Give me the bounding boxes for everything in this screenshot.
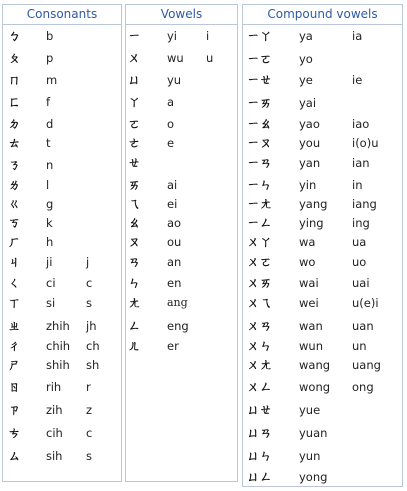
pinyin-spelling: sih [46, 449, 63, 463]
bopomofo-symbol: ㄧㄣ [247, 177, 273, 192]
alt-spelling: uang [352, 358, 381, 372]
bopomofo-symbol: ㄧ [128, 28, 141, 43]
vowels-row [126, 316, 237, 336]
bopomofo-symbol: ㄝ [128, 155, 141, 170]
consonants-header: Consonants [3, 5, 121, 25]
vowels-row [126, 133, 237, 153]
pinyin-spelling: si [46, 296, 56, 310]
bopomofo-symbol: ㄋ [8, 157, 21, 172]
consonants-row [3, 48, 121, 68]
vowels-row [126, 175, 237, 195]
consonants-row [3, 377, 121, 397]
compound-row [243, 293, 402, 313]
bopomofo-symbol: ㄧㄤ [247, 196, 273, 211]
vowels-row [126, 153, 237, 173]
compound-vowels-panel [242, 4, 403, 487]
bopomofo-symbol: ㄧㄛ [247, 51, 273, 66]
vowels-row [126, 336, 237, 356]
vowels-row [126, 92, 237, 112]
bopomofo-symbol: ㄨㄚ [247, 234, 273, 249]
consonants-row [3, 273, 121, 293]
pinyin-spelling: ei [167, 197, 178, 211]
compound-row [243, 252, 402, 272]
pinyin-spelling: wan [299, 319, 323, 333]
pinyin-spelling: l [46, 178, 50, 192]
bopomofo-symbol: ㄞ [128, 177, 141, 192]
bopomofo-symbol: ㄨㄢ [247, 318, 273, 333]
pinyin-spelling: h [46, 235, 54, 249]
alt-spelling: j [86, 255, 90, 269]
consonants-row [3, 446, 121, 466]
consonants-row [3, 316, 121, 336]
alt-spelling: u(e)i [352, 296, 379, 310]
consonants-row [3, 293, 121, 313]
consonants-row [3, 232, 121, 252]
alt-spelling: s [86, 449, 92, 463]
bopomofo-symbol: ㄠ [128, 215, 141, 230]
consonants-row [3, 400, 121, 420]
vowels-panel [125, 4, 238, 482]
alt-spelling: ua [352, 235, 367, 249]
alt-spelling: c [86, 426, 93, 440]
alt-spelling: ian [352, 156, 370, 170]
compound-row [243, 213, 402, 233]
bopomofo-symbol: ㄈ [8, 94, 21, 109]
bopomofo-symbol: ㄉ [8, 116, 21, 131]
pinyin-spelling: ao [167, 216, 182, 230]
pinyin-spelling: b [46, 29, 54, 43]
pinyin-spelling: er [167, 339, 179, 353]
compound-row [243, 49, 402, 69]
vowels-row [126, 114, 237, 134]
bopomofo-symbol: ㄍ [8, 196, 21, 211]
alt-spelling: iang [352, 197, 377, 211]
compound-row [243, 26, 402, 46]
bopomofo-symbol: ㄨㄟ [247, 295, 273, 310]
consonants-row [3, 26, 121, 46]
bopomofo-symbol: ㄚ [128, 94, 141, 109]
pinyin-spelling: yu [167, 73, 182, 87]
compound-row [243, 423, 402, 443]
bopomofo-symbol: ㄨㄞ [247, 275, 273, 290]
bopomofo-symbol: ㄣ [128, 275, 141, 290]
compound-row [243, 316, 402, 336]
vowels-row [126, 70, 237, 90]
bopomofo-symbol: ㄩㄢ [247, 425, 273, 440]
consonants-row [3, 252, 121, 272]
compound-row [243, 114, 402, 134]
pinyin-spelling: wang [299, 358, 331, 372]
alt-spelling: u [206, 51, 214, 65]
bopomofo-symbol: ㄧㄝ [247, 72, 273, 87]
pinyin-spelling: yong [299, 470, 328, 484]
compound-row [243, 355, 402, 375]
compound-row [243, 377, 402, 397]
bopomofo-symbol: ㄡ [128, 234, 141, 249]
pinyin-spelling: g [46, 197, 54, 211]
bopomofo-symbol: ㄕ [8, 357, 21, 372]
pinyin-spelling: yan [299, 156, 321, 170]
alt-spelling: uan [352, 319, 374, 333]
bopomofo-symbol: ㄧㄥ [247, 215, 273, 230]
pinyin-spelling: n [46, 158, 54, 172]
pinyin-spelling: ang [167, 296, 188, 309]
bopomofo-symbol: ㄎ [8, 215, 21, 230]
consonants-row [3, 423, 121, 443]
pinyin-spelling: en [167, 276, 182, 290]
pinyin-spelling: an [167, 255, 182, 269]
bopomofo-symbol: ㄧㄡ [247, 135, 273, 150]
compound-row [243, 70, 402, 90]
alt-spelling: sh [86, 358, 100, 372]
alt-spelling: i(o)u [352, 136, 379, 150]
pinyin-spelling: you [299, 136, 321, 150]
bopomofo-symbol: ㄙ [8, 448, 21, 463]
alt-spelling: z [86, 403, 93, 417]
bopomofo-symbol: ㄧㄚ [247, 28, 273, 43]
pinyin-spelling: ya [299, 29, 313, 43]
alt-spelling: ie [352, 73, 363, 87]
bopomofo-symbol: ㄩㄣ [247, 448, 273, 463]
pinyin-spelling: yun [299, 449, 321, 463]
consonants-row [3, 114, 121, 134]
bopomofo-symbol: ㄩㄝ [247, 402, 273, 417]
bopomofo-symbol: ㄨㄤ [247, 357, 273, 372]
bopomofo-symbol: ㄊ [8, 135, 21, 150]
pinyin-spelling: wei [299, 296, 319, 310]
consonants-row [3, 175, 121, 195]
pinyin-spelling: ci [46, 276, 56, 290]
alt-spelling: uo [352, 255, 367, 269]
bopomofo-symbol: ㄘ [8, 425, 21, 440]
pinyin-spelling: yo [299, 52, 313, 66]
pinyin-spelling: yai [299, 96, 317, 110]
pinyin-spelling: wong [299, 380, 331, 394]
pinyin-spelling: d [46, 117, 54, 131]
vowels-row [126, 273, 237, 293]
pinyin-spelling: wun [299, 339, 323, 353]
bopomofo-symbol: ㄐ [8, 254, 21, 269]
compound-vowels-header: Compound vowels [243, 5, 402, 25]
consonants-row [3, 70, 121, 90]
consonants-row [3, 133, 121, 153]
bopomofo-symbol: ㄨㄥ [247, 379, 273, 394]
alt-spelling: ch [86, 339, 100, 353]
pinyin-spelling: yue [299, 403, 321, 417]
compound-row [243, 336, 402, 356]
pinyin-spelling: k [46, 216, 53, 230]
bopomofo-symbol: ㄨ [128, 50, 141, 65]
pinyin-spelling: rih [46, 380, 62, 394]
vowels-row [126, 252, 237, 272]
vowels-row [126, 232, 237, 252]
bopomofo-symbol: ㄧㄠ [247, 116, 273, 131]
compound-row [243, 133, 402, 153]
consonants-row [3, 155, 121, 175]
pinyin-spelling: yuan [299, 426, 328, 440]
vowels-row [126, 48, 237, 68]
pinyin-spelling: yao [299, 117, 320, 131]
bopomofo-symbol: ㄧㄞ [247, 95, 273, 110]
pinyin-spelling: yi [167, 29, 178, 43]
bopomofo-symbol: ㄏ [8, 234, 21, 249]
bopomofo-symbol: ㄨㄣ [247, 338, 273, 353]
pinyin-spelling: o [167, 117, 175, 131]
compound-row [243, 400, 402, 420]
pinyin-spelling: chih [46, 339, 71, 353]
compound-row [243, 153, 402, 173]
bopomofo-symbol: ㄔ [8, 338, 21, 353]
pinyin-spelling: a [167, 95, 175, 109]
bopomofo-symbol: ㄗ [8, 402, 21, 417]
bopomofo-symbol: ㄇ [8, 72, 21, 87]
compound-row [243, 93, 402, 113]
compound-row [243, 446, 402, 466]
compound-row [243, 175, 402, 195]
bopomofo-symbol: ㄌ [8, 177, 21, 192]
consonants-row [3, 92, 121, 112]
alt-spelling: iao [352, 117, 370, 131]
consonants-panel [2, 4, 122, 482]
alt-spelling: ia [352, 29, 363, 43]
pinyin-spelling: cih [46, 426, 63, 440]
alt-spelling: r [86, 380, 91, 394]
vowels-row [126, 26, 237, 46]
vowels-header: Vowels [126, 5, 237, 25]
alt-spelling: c [86, 276, 93, 290]
alt-spelling: un [352, 339, 367, 353]
pinyin-spelling: f [46, 95, 51, 109]
bopomofo-symbol: ㄖ [8, 379, 21, 394]
alt-spelling: s [86, 296, 92, 310]
vowels-row [126, 194, 237, 214]
consonants-row [3, 336, 121, 356]
bopomofo-symbol: ㄒ [8, 295, 21, 310]
alt-spelling: ong [352, 380, 374, 394]
pinyin-spelling: yin [299, 178, 317, 192]
pinyin-spelling: t [46, 136, 51, 150]
vowels-row [126, 213, 237, 233]
bopomofo-symbol: ㄩ [128, 72, 141, 87]
alt-spelling: uai [352, 276, 370, 290]
bopomofo-symbol: ㄑ [8, 275, 21, 290]
bopomofo-symbol: ㄅ [8, 28, 21, 43]
pinyin-spelling: wai [299, 276, 319, 290]
alt-spelling: i [206, 29, 210, 43]
consonants-row [3, 213, 121, 233]
bopomofo-symbol: ㄛ [128, 116, 141, 131]
pinyin-spelling: ai [167, 178, 178, 192]
bopomofo-symbol: ㄦ [128, 338, 141, 353]
alt-spelling: in [352, 178, 363, 192]
compound-row [243, 232, 402, 252]
pinyin-spelling: p [46, 51, 54, 65]
compound-row [243, 467, 402, 487]
pinyin-spelling: zih [46, 403, 63, 417]
pinyin-spelling: wa [299, 235, 316, 249]
bopomofo-symbol: ㄆ [8, 50, 21, 65]
pinyin-spelling: e [167, 136, 175, 150]
pinyin-spelling: ou [167, 235, 182, 249]
bopomofo-symbol: ㄟ [128, 196, 141, 211]
consonants-row [3, 355, 121, 375]
alt-spelling: ing [352, 216, 370, 230]
pinyin-spelling: ye [299, 73, 313, 87]
alt-spelling: jh [86, 319, 97, 333]
pinyin-spelling: m [46, 73, 58, 87]
vowels-row [126, 293, 237, 313]
pinyin-spelling: ying [299, 216, 324, 230]
bopomofo-symbol: ㄤ [128, 295, 141, 310]
pinyin-spelling: yang [299, 197, 328, 211]
bopomofo-symbol: ㄜ [128, 135, 141, 150]
pinyin-spelling: wu [167, 51, 184, 65]
bopomofo-symbol: ㄩㄥ [247, 469, 273, 484]
bopomofo-symbol: ㄧㄢ [247, 155, 273, 170]
bopomofo-symbol: ㄥ [128, 318, 141, 333]
pinyin-spelling: zhih [46, 319, 70, 333]
bopomofo-symbol: ㄨㄛ [247, 254, 273, 269]
pinyin-spelling: wo [299, 255, 316, 269]
compound-row [243, 194, 402, 214]
compound-row [243, 273, 402, 293]
pinyin-spelling: ji [46, 255, 53, 269]
consonants-row [3, 194, 121, 214]
pinyin-spelling: shih [46, 358, 70, 372]
bopomofo-symbol: ㄓ [8, 318, 21, 333]
bopomofo-symbol: ㄢ [128, 254, 141, 269]
pinyin-spelling: eng [167, 319, 189, 333]
